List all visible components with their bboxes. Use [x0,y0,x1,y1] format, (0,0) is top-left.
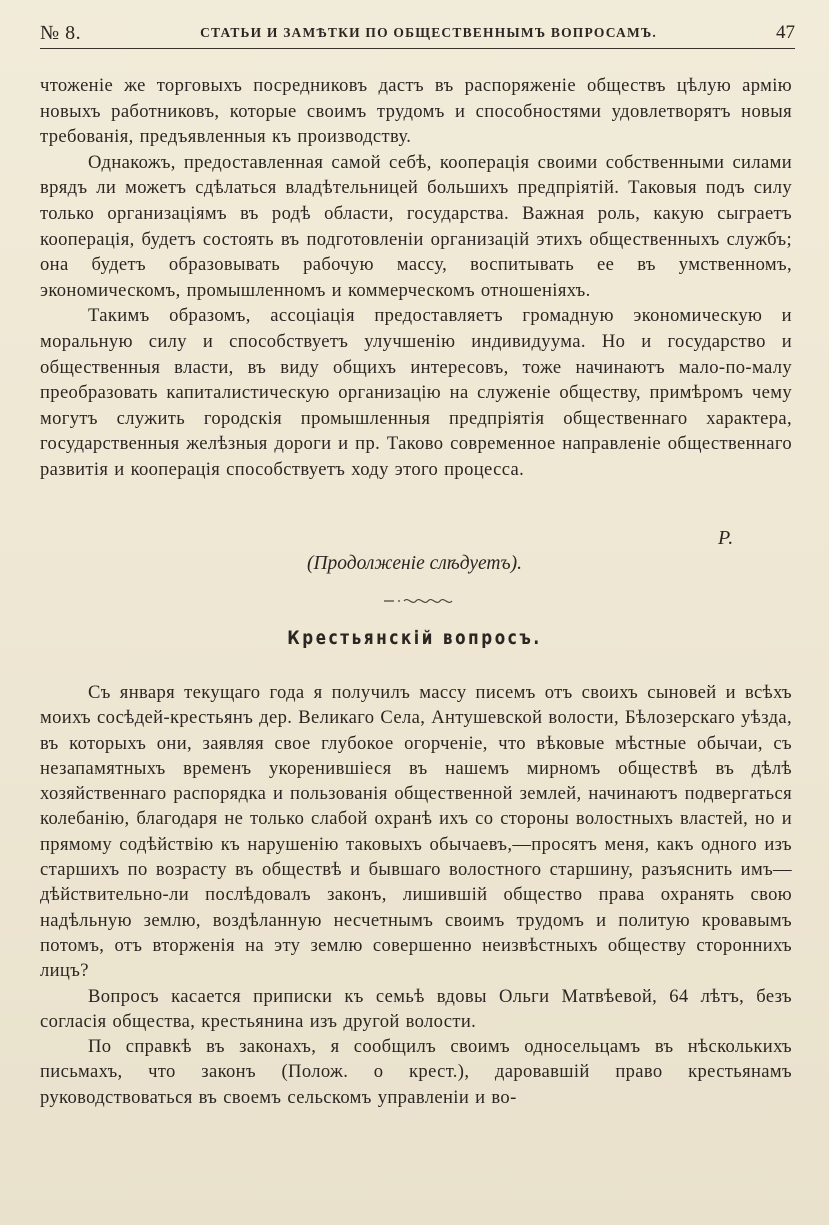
issue-number: № 8. [40,21,82,44]
article-peasant-question-text [40,680,792,1110]
section-divider-ornament [380,592,460,608]
paragraph: Однакожъ, предоставленная самой себѣ, кооперація своими собственными силами врядъ ли можетъ сдѣлаться владѣтельницей большихъ предпріятій. Таковыя подъ силу только организаціямъ въ родѣ области, государства. Важная роль, какую сыграетъ кооперація, будетъ состоять въ подготовленіи организацій этихъ общественныхъ службъ; она будетъ образовывать рабочую массу, воспитывать ее въ умственномъ, экономическомъ, промышленномъ и коммерческомъ отношеніяхъ. [40,151,792,301]
paragraph: Съ января текущаго года я получилъ массу писемъ отъ своихъ сыновей и всѣхъ моихъ сосѣдей-крестьянъ дер. Великаго Села, Антушевской волости, Бѣлозерскаго уѣзда, въ которыхъ они, заявляя свое глубокое огорченіе, что вѣковые мѣстные обычаи, съ незапамятныхъ временъ укоренившіеся въ нашемъ мирномъ обществѣ въ дѣлѣ хозяйственнаго распорядка и пользованія общественной землей, начинаютъ подвергаться колебанію, благодаря не только слабой охранѣ ихъ со стороны волостныхъ властей, но и прямому содѣйствію къ нарушенію таковыхъ обычаевъ,—просятъ меня, какъ одного изъ старшихъ по возрасту въ обществѣ и бывшаго волостного старшину, разъяснить имъ—дѣйствительно-ли послѣдовалъ законъ, лишившій общество права охранять свою надѣльную землю, воздѣланную несчетнымъ своимъ трудомъ и политую кровавымъ потомъ, отъ вторженія на эту землю совершенно неизвѣстныхъ обществу стороннихъ лицъ? [40,682,792,982]
paragraph: чтоженіе же торговыхъ посредниковъ дастъ въ распоряженіе обществъ цѣлую армію новыхъ работниковъ, которые своимъ трудомъ и способностями удовлетворятъ новыя требованія, предъявленныя къ производству. [40,75,792,148]
author-signature: Р. [718,527,734,549]
running-title: СТАТЬИ И ЗАМѢТКИ ПО ОБЩЕСТВЕННЫМЪ ВОПРОСАМЪ. [200,25,658,40]
paragraph: Вопросъ касается приписки къ семьѣ вдовы Ольги Матвѣевой, 64 лѣтъ, безъ согласія общества, крестьянина изъ другой волости. [40,985,792,1032]
article-cooperation-text [40,73,792,483]
running-header [40,18,795,49]
page-number: 47 [776,22,795,43]
paragraph: По справкѣ въ законахъ, я сообщилъ своимъ односельцамъ въ нѣсколькихъ письмахъ, что законъ (Полож. о крест.), даровавшій право крестьянамъ руководствоваться въ своемъ сельскомъ управленіи и во- [40,1036,792,1108]
to-be-continued-note: (Продолженіе слѣдуетъ). [306,553,522,574]
paragraph: Такимъ образомъ, ассоціація предоставляетъ громадную экономическую и моральную силу и способствуетъ улучшенію индивидуума. Но и государство и общественныя власти, въ виду общихъ интересовъ, тоже начинаютъ мало-по-малу преобразовать капиталистическую организацію на служеніе обществу, примѣромъ чему могутъ служить городскія промышленныя предпріятія общественнаго характера, государственныя желѣзныя дороги и пр. Таково современное направленіе общественнаго развитія и кооперація способствуетъ ходу этого процесса. [40,305,792,480]
article-heading: Крестьянскій вопросъ. [287,628,542,649]
